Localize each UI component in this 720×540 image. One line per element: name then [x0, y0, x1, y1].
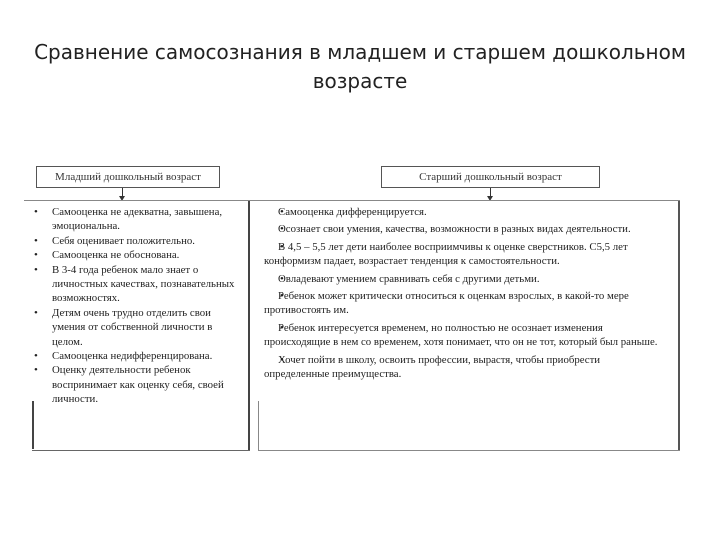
- column-divider: [32, 401, 34, 449]
- list-item: • Ребенок может критически относиться к оценкам взрослых, в какой-то мере противостоять им.: [264, 289, 668, 318]
- list-item: • Оценку деятельности ребенок воспринимает как оценку себя, своей личности.: [30, 363, 242, 406]
- list-item: • Детям очень трудно отделить свои умения от собственной личности в целом.: [30, 306, 242, 349]
- list-item: • В 4,5 – 5,5 лет дети наиболее восприимчивы к оценке сверстников. С5,5 лет конформизм падает, возрастает тенденция к самостоятельности.: [264, 240, 668, 269]
- list-item: • Овладевают умением сравнивать себя с другими детьми.: [264, 272, 668, 286]
- column-divider: [678, 201, 680, 451]
- list-item: • Хочет пойти в школу, освоить профессии, вырастя, чтобы приобрести определенные преимущества.: [264, 353, 668, 382]
- junior-down-arrow-icon: [122, 188, 123, 197]
- junior-age-column: [24, 201, 250, 451]
- list-item: • Себя оценивает положительно.: [30, 234, 242, 248]
- list-item: • В 3-4 года ребенок мало знает о личностных качествах, познавательных возможностях.: [30, 263, 242, 306]
- list-item: • Самооценка дифференцируется.: [264, 205, 668, 219]
- junior-traits-list: [30, 205, 242, 407]
- column-divider: [258, 401, 259, 451]
- column-divider: [258, 450, 680, 451]
- list-item: • Осознает свои умения, качества, возможности в разных видах деятельности.: [264, 222, 668, 236]
- junior-age-header: Младший дошкольный возраст: [36, 166, 220, 188]
- column-divider: [32, 450, 250, 451]
- senior-age-header: Старший дошкольный возраст: [381, 166, 600, 188]
- senior-down-arrow-icon: [490, 188, 491, 197]
- list-item: • Самооценка недифференцирована.: [30, 349, 242, 363]
- senior-age-column: [258, 201, 680, 451]
- list-item: • Самооценка не обоснована.: [30, 248, 242, 262]
- list-item: • Ребенок интересуется временем, но полностью не осознает изменения происходящие в нем со временем, хотя понимает, что он не тот, который был раньше.: [264, 321, 668, 350]
- senior-traits-list: [264, 205, 668, 384]
- list-item: • Самооценка не адекватна, завышена, эмоциональна.: [30, 205, 242, 234]
- slide-title: Сравнение самосознания в младшем и старшем дошкольном возрасте: [34, 40, 686, 93]
